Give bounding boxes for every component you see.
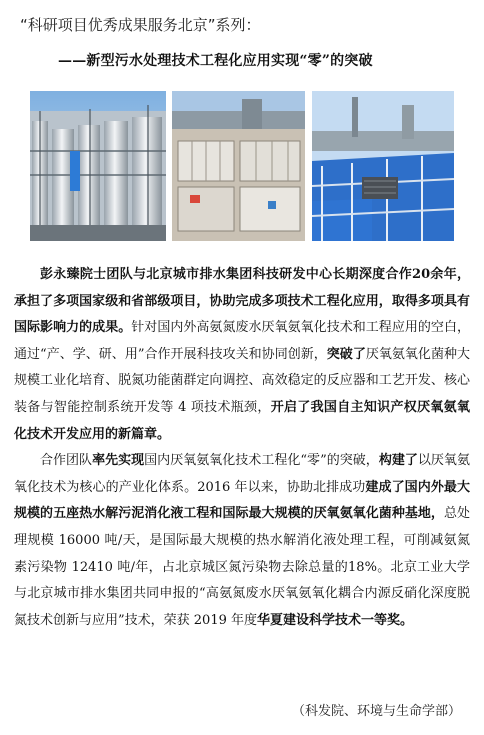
article-body bbox=[14, 262, 470, 634]
text-segment: 以厌氧氨氧化技术为核心的产业化体系。2016 年以来，协助北排成功 bbox=[14, 453, 470, 495]
text-segment: 建成了国内外最大规模的五座热水解污泥消化液工程和国际最大规模的厌氧氨氧化菌种基地， bbox=[14, 479, 470, 522]
text-segment: 彭永臻院士团队与北京城市排水集团科技研发中心长期深度合作20余年，承担了多项国家级和省部级项目，协助完成多项技术工程化应用，取得多项具有国际影响力的成果。 bbox=[14, 267, 470, 336]
series-title: “科研项目优秀成果服务北京”系列： bbox=[20, 16, 261, 34]
text-segment: 厌氧氨氧化菌种大规模工业化培育、脱氮功能菌群定向调控、高效稳定的反应器和工艺开发、核心装备与智能控制系统开发等 4 项技术瓶颈， bbox=[14, 346, 470, 415]
photo-strip bbox=[30, 91, 454, 241]
text-segment: 开启了我国自主知识产权厌氧氨氧化技术开发应用的新篇章。 bbox=[14, 399, 470, 442]
treatment-towers-photo bbox=[30, 91, 166, 241]
treatment-plant-aerial-photo bbox=[172, 91, 305, 241]
text-segment: 总处理规模 16000 吨/天，是国际最大规模的热水解消化液处理工程，可削减氨氮素污染物 12410 吨/年，占北京城区氮污染物去除总量的18%。北京工业大学与北京城市排水集团共同申报的“高氨氮废水厌氧氨氧化耦合内源反硝化深度脱氮技术创新与应用”技术，荣获 2019 年度 bbox=[14, 506, 470, 628]
text-segment: 针对国内外高氨氮废水厌氧氨氧化技术和工程应用的空白，通过“产、学、研、用”合作开展科技攻关和协同创新， bbox=[14, 320, 470, 362]
text-segment: 合作团队 bbox=[40, 453, 93, 469]
text-segment: 国内厌氧氨氧化技术工程化“零”的突破， bbox=[144, 453, 379, 469]
paragraph-1 bbox=[14, 262, 470, 448]
text-segment: 构建了 bbox=[378, 453, 418, 469]
article-subtitle: ——新型污水处理技术工程化应用实现“零”的突破 bbox=[58, 53, 373, 69]
text-segment: 华夏建设科学技术一等奖。 bbox=[257, 612, 414, 628]
paragraph-2 bbox=[14, 448, 470, 634]
source-attribution: （科发院、环境与生命学部） bbox=[292, 704, 462, 719]
text-segment: 突破了 bbox=[326, 346, 366, 362]
text-segment: 率先实现 bbox=[92, 453, 145, 469]
covered-tanks-photo bbox=[312, 91, 454, 241]
